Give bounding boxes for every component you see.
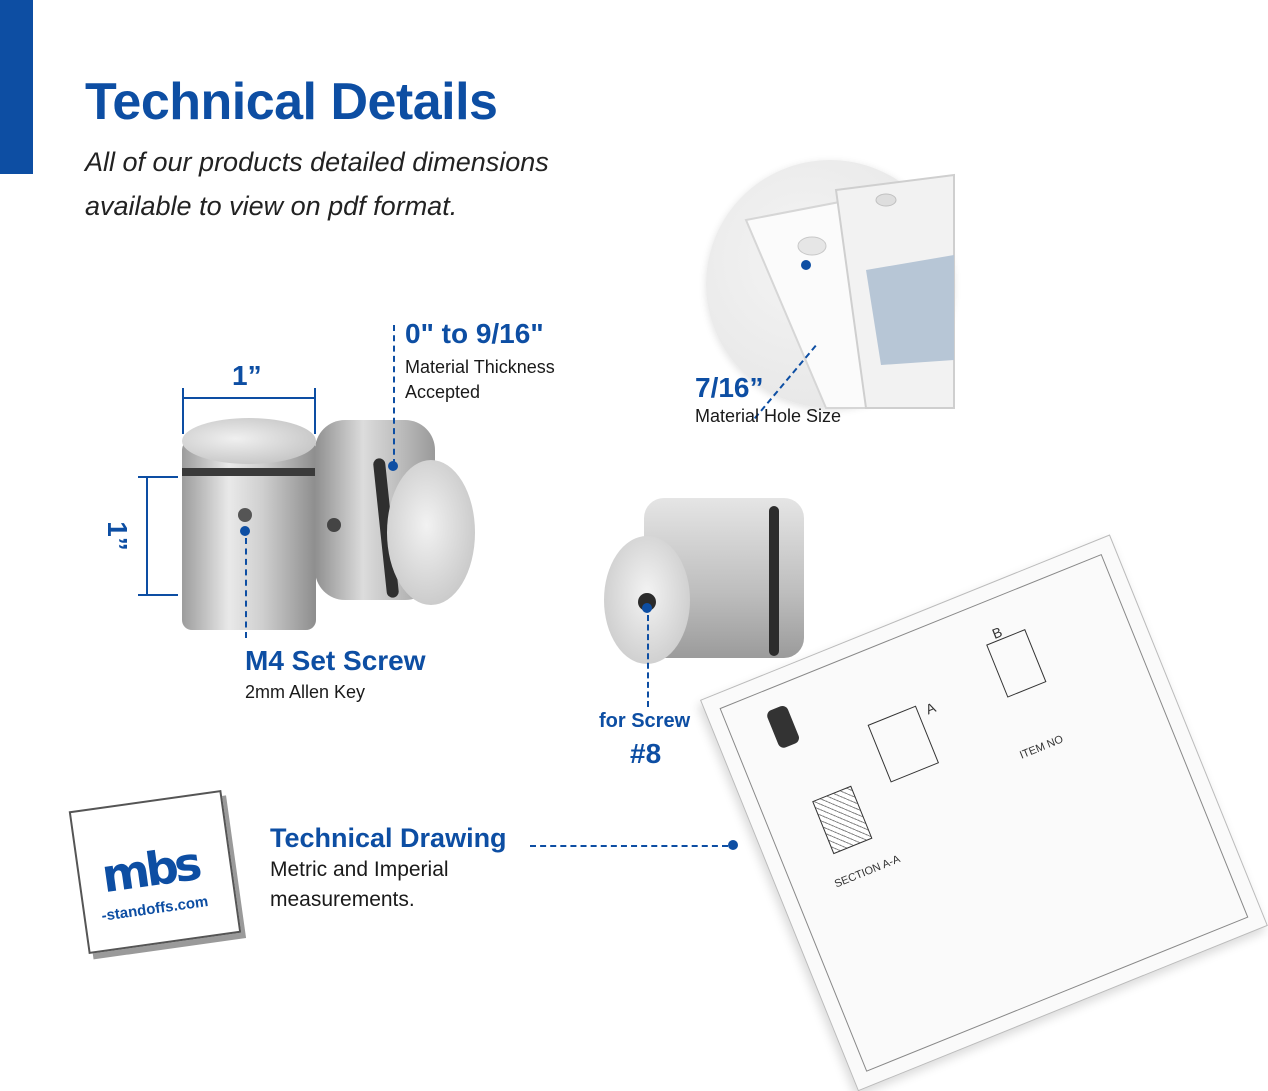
- brand-logo: [69, 790, 242, 954]
- thickness-leader-line: [393, 325, 395, 465]
- hole-size-value: 7/16”: [695, 372, 764, 403]
- thickness-label-2: Accepted: [405, 382, 481, 402]
- thickness-marker-dot: [388, 461, 398, 471]
- height-tick-bottom: [138, 594, 178, 596]
- section-label: SECTION A-A: [832, 853, 902, 891]
- subtitle-line-2: available to view on pdf format.: [85, 191, 458, 221]
- item-no-header: ITEM NO: [1018, 733, 1066, 762]
- drawing-line-1: Metric and Imperial: [270, 858, 449, 881]
- standoff-back: [305, 420, 475, 605]
- section-marker-b: B: [989, 623, 1005, 642]
- set-screw-marker-dot: [240, 526, 250, 536]
- hole-size-label: Material Hole Size: [695, 406, 842, 426]
- set-screw-leader-line: [245, 538, 247, 638]
- page-subtitle: [85, 140, 685, 228]
- page-title: Technical Details: [85, 73, 498, 131]
- drawing-section-view: [812, 786, 872, 855]
- drawing-marker-dot: [728, 840, 738, 850]
- width-tick-right: [314, 388, 316, 434]
- drawing-part-icon: [765, 704, 800, 749]
- screw-label: for Screw: [599, 710, 691, 732]
- logo-mark: mbs: [98, 836, 202, 904]
- height-value: 1”: [101, 521, 133, 551]
- drawing-line-2: measurements.: [270, 888, 415, 911]
- standoff-side: [604, 498, 804, 668]
- width-value: 1”: [232, 360, 262, 391]
- hole-detail-image: [706, 160, 954, 408]
- set-screw-value: M4 Set Screw: [245, 645, 426, 676]
- width-tick-left: [182, 388, 184, 434]
- height-dimension-line: [146, 476, 148, 594]
- screw-value: #8: [630, 738, 662, 769]
- height-tick-top: [138, 476, 178, 478]
- screw-marker-dot: [642, 603, 652, 613]
- standoff-front: [182, 418, 316, 630]
- thickness-label-1: Material Thickness: [405, 357, 555, 377]
- set-screw-label: 2mm Allen Key: [245, 682, 366, 702]
- subtitle-line-1: All of our products detailed dimensions: [85, 147, 549, 177]
- hole-marker-dot: [801, 260, 811, 270]
- width-dimension-line: [182, 397, 314, 399]
- drawing-leader-line: [530, 845, 728, 847]
- drawing-title: Technical Drawing: [270, 823, 507, 853]
- thickness-value: 0" to 9/16": [405, 318, 544, 349]
- panel-corner-illustration: [706, 160, 954, 408]
- screw-leader-line: [647, 615, 649, 707]
- accent-bar: [0, 0, 33, 174]
- section-marker-a: A: [923, 699, 938, 718]
- logo-text: -standoffs.com: [100, 892, 210, 925]
